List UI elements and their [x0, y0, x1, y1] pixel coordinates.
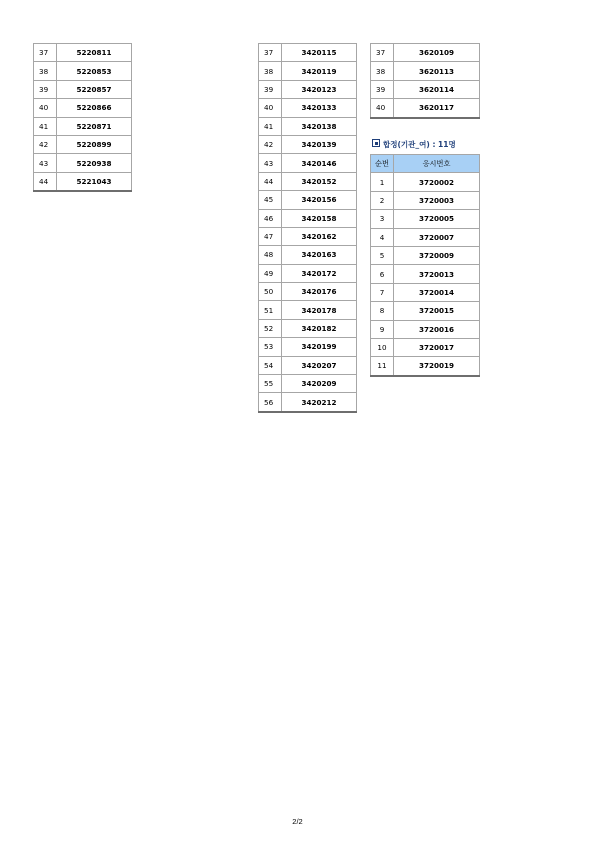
exam-number: 3420199 [282, 338, 357, 356]
exam-number: 3720015 [394, 302, 480, 320]
row-number: 48 [259, 246, 282, 264]
table-row [259, 246, 357, 264]
row-number: 7 [371, 283, 394, 301]
table-row [259, 264, 357, 282]
section-title [372, 139, 456, 150]
exam-number: 3720017 [394, 338, 480, 356]
table-row [34, 80, 132, 98]
row-number: 37 [259, 44, 282, 62]
exam-number: 3420176 [282, 283, 357, 301]
row-number: 43 [259, 154, 282, 172]
square-bullet-icon [372, 139, 380, 147]
table-row [259, 172, 357, 190]
row-number: 3 [371, 210, 394, 228]
column-header-exam-number: 응시번호 [394, 155, 480, 173]
exam-number: 3420133 [282, 99, 357, 117]
exam-number: 3420119 [282, 62, 357, 80]
exam-number: 5221043 [57, 172, 132, 191]
table-row [371, 99, 480, 118]
exam-number: 3420152 [282, 172, 357, 190]
row-number: 53 [259, 338, 282, 356]
exam-number: 5220866 [57, 99, 132, 117]
table-row [34, 62, 132, 80]
row-number: 50 [259, 283, 282, 301]
column-header-seq: 순번 [371, 155, 394, 173]
row-number: 39 [34, 80, 57, 98]
exam-number: 3720003 [394, 191, 480, 209]
row-number: 44 [34, 172, 57, 191]
table-row [34, 135, 132, 153]
section-title-text: 합정(기관_여) : 11명 [383, 140, 456, 149]
exam-number: 3420139 [282, 135, 357, 153]
table-row [259, 191, 357, 209]
exam-number: 3420209 [282, 375, 357, 393]
row-number: 56 [259, 393, 282, 412]
table-row [259, 393, 357, 412]
row-number: 37 [34, 44, 57, 62]
exam-number: 3720002 [394, 173, 480, 191]
row-number: 44 [259, 172, 282, 190]
table-row [371, 44, 480, 62]
row-number: 9 [371, 320, 394, 338]
row-number: 39 [259, 80, 282, 98]
table-row [259, 154, 357, 172]
table-row [371, 338, 480, 356]
row-number: 40 [371, 99, 394, 118]
table-row [259, 319, 357, 337]
row-number: 46 [259, 209, 282, 227]
table-row [34, 44, 132, 62]
table-row [371, 173, 480, 191]
exam-number: 3720019 [394, 357, 480, 376]
table-row [259, 99, 357, 117]
row-number: 54 [259, 356, 282, 374]
exam-number: 3420156 [282, 191, 357, 209]
exam-number: 3420182 [282, 319, 357, 337]
row-number: 47 [259, 227, 282, 245]
exam-number: 3420178 [282, 301, 357, 319]
results-table-1 [33, 43, 132, 192]
row-number: 40 [259, 99, 282, 117]
table-row [259, 375, 357, 393]
table-row [259, 209, 357, 227]
exam-number: 5220853 [57, 62, 132, 80]
row-number: 38 [371, 62, 394, 80]
page-number: 2/2 [292, 817, 303, 826]
table-row [34, 154, 132, 172]
table-row [371, 320, 480, 338]
row-number: 40 [34, 99, 57, 117]
exam-number: 5220938 [57, 154, 132, 172]
row-number: 55 [259, 375, 282, 393]
exam-number: 3420146 [282, 154, 357, 172]
table-row [259, 283, 357, 301]
row-number: 4 [371, 228, 394, 246]
table-body [34, 44, 132, 192]
table-row [259, 356, 357, 374]
exam-number: 3720016 [394, 320, 480, 338]
exam-number: 3420123 [282, 80, 357, 98]
row-number: 37 [371, 44, 394, 62]
row-number: 11 [371, 357, 394, 376]
exam-number: 3420172 [282, 264, 357, 282]
exam-number: 3620109 [394, 44, 480, 62]
exam-number: 3420138 [282, 117, 357, 135]
table-row [371, 62, 480, 80]
row-number: 38 [34, 62, 57, 80]
table-body [259, 44, 357, 412]
row-number: 42 [34, 135, 57, 153]
row-number: 5 [371, 246, 394, 264]
row-number: 6 [371, 265, 394, 283]
exam-number: 3620117 [394, 99, 480, 118]
row-number: 39 [371, 80, 394, 98]
exam-number: 3720007 [394, 228, 480, 246]
results-table-3 [370, 43, 480, 119]
table-row [259, 62, 357, 80]
table-row [371, 246, 480, 264]
exam-number: 5220811 [57, 44, 132, 62]
results-table-4 [370, 154, 480, 377]
table-row [371, 228, 480, 246]
row-number: 38 [259, 62, 282, 80]
table-row [371, 357, 480, 376]
exam-number: 3420163 [282, 246, 357, 264]
exam-number: 3720009 [394, 246, 480, 264]
exam-number: 3620114 [394, 80, 480, 98]
header-row [371, 155, 480, 173]
exam-number: 5220857 [57, 80, 132, 98]
table-row [371, 302, 480, 320]
table-row [259, 301, 357, 319]
exam-number: 3420115 [282, 44, 357, 62]
row-number: 41 [259, 117, 282, 135]
table-row [34, 99, 132, 117]
table-row [371, 191, 480, 209]
exam-number: 3720014 [394, 283, 480, 301]
exam-number: 5220871 [57, 117, 132, 135]
table-row [371, 283, 480, 301]
exam-number: 3420162 [282, 227, 357, 245]
table-row [259, 338, 357, 356]
exam-number: 3420158 [282, 209, 357, 227]
table-row [371, 265, 480, 283]
row-number: 10 [371, 338, 394, 356]
table-row [259, 135, 357, 153]
table-row [34, 172, 132, 191]
row-number: 43 [34, 154, 57, 172]
exam-number: 3620113 [394, 62, 480, 80]
row-number: 45 [259, 191, 282, 209]
exam-number: 3720005 [394, 210, 480, 228]
table-row [259, 80, 357, 98]
table-body [371, 44, 480, 118]
exam-number: 3720013 [394, 265, 480, 283]
results-table-2 [258, 43, 357, 413]
table-header [371, 155, 480, 173]
table-row [259, 44, 357, 62]
row-number: 51 [259, 301, 282, 319]
table-row [259, 227, 357, 245]
table-row [259, 117, 357, 135]
row-number: 1 [371, 173, 394, 191]
row-number: 49 [259, 264, 282, 282]
table-row [371, 210, 480, 228]
row-number: 8 [371, 302, 394, 320]
row-number: 41 [34, 117, 57, 135]
exam-number: 3420207 [282, 356, 357, 374]
row-number: 42 [259, 135, 282, 153]
table-body [371, 173, 480, 376]
row-number: 2 [371, 191, 394, 209]
table-row [371, 80, 480, 98]
table-row [34, 117, 132, 135]
exam-number: 3420212 [282, 393, 357, 412]
row-number: 52 [259, 319, 282, 337]
exam-number: 5220899 [57, 135, 132, 153]
